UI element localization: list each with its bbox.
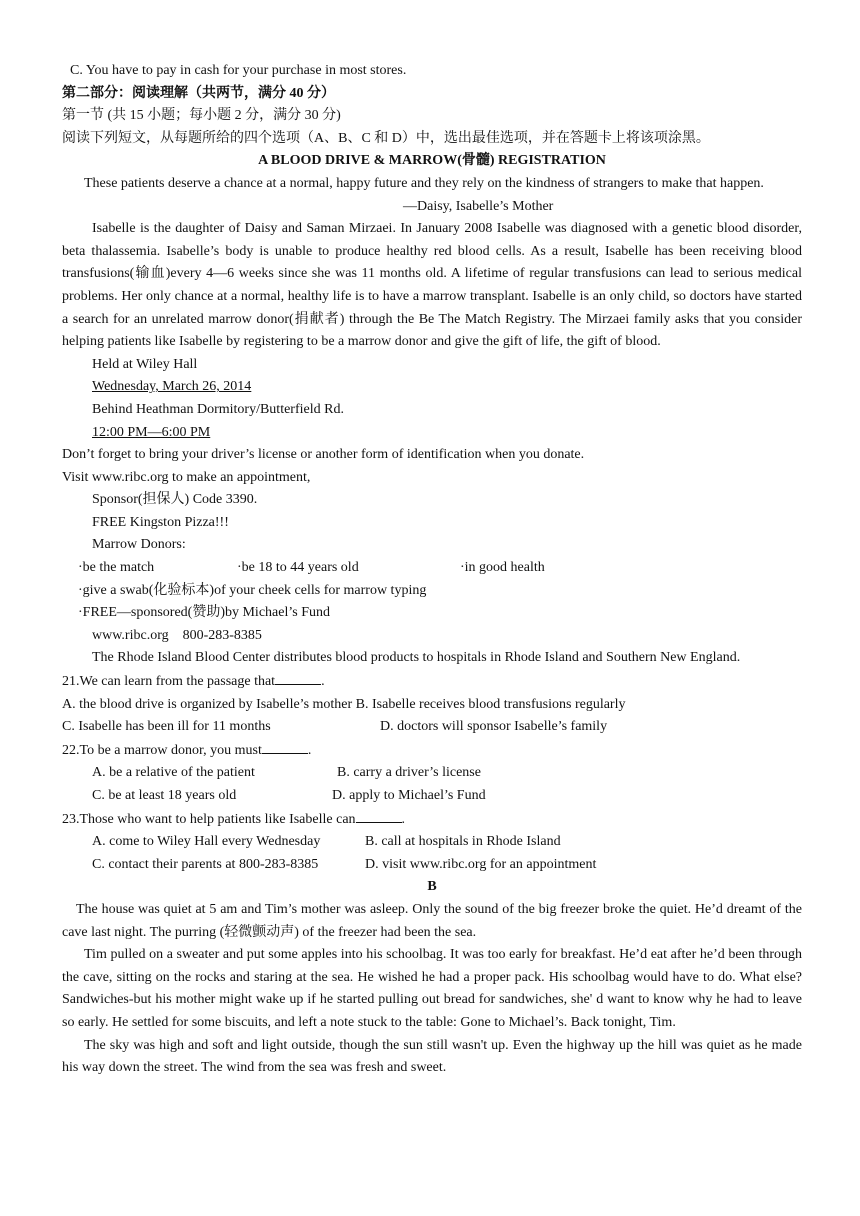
passage-a-title: A BLOOD DRIVE & MARROW(骨髓) REGISTRATION xyxy=(258,153,606,169)
subsection-title: 第一节 (共 15 小题；每小题 2 分，满分 30 分) xyxy=(62,108,341,124)
question-23-option-c: C. contact their parents at 800-283-8385 xyxy=(92,856,319,872)
free-pizza: FREE Kingston Pizza!!! xyxy=(92,514,229,530)
passage-b-paragraph-1: The house was quiet at 5 am and Tim’s mother was asleep. Only the sound of the big freezer broke the quiet. He’d dreamt of the cave last night. The purring (轻微颤动声) of the freezer had been the sea. xyxy=(62,901,802,940)
event-time: 12:00 PM—6:00 PM xyxy=(92,424,211,440)
answer-blank xyxy=(275,670,321,685)
requirement-match: ·be the match xyxy=(78,560,155,576)
previous-option-line: C. You have to pay in cash for your purchase in most stores. xyxy=(70,63,407,78)
question-22-option-b: B. carry a driver’s license xyxy=(337,765,481,781)
sponsor-code: Sponsor(担保人) Code 3390. xyxy=(92,492,258,508)
question-21-option-b: B. Isabelle receives blood transfusions regularly xyxy=(355,696,626,712)
passage-b-paragraph-3: The sky was high and soft and light outside, though the sun still wasn't up. Even the highway up the hill was quiet as he made his way down the street. The wind from the sea was fresh and sweet. xyxy=(62,1037,802,1076)
requirement-health: ·in good health xyxy=(460,560,545,576)
instructions: 阅读下列短文，从每题所给的四个选项（A、B、C 和 D）中，选出最佳选项，并在答题卡上将该项涂黑。 xyxy=(62,130,710,146)
passage-b-heading: B xyxy=(427,879,437,895)
event-location: Behind Heathman Dormitory/Butterfield Rd. xyxy=(92,401,344,417)
question-21-stem: 21.We can learn from the passage that . xyxy=(62,670,802,694)
donors-heading: Marrow Donors: xyxy=(92,537,186,553)
question-21-options-cd xyxy=(62,716,802,739)
question-23-options-ab xyxy=(62,831,802,854)
blood-center-note: The Rhode Island Blood Center distributes blood products to hospitals in Rhode Island and Southern New England. xyxy=(92,650,741,666)
passage-b-paragraph-2: Tim pulled on a sweater and put some apples into his schoolbag. It was too early for breakfast. He’d eat after he’d been through the cave, sitting on the rocks and staring at the sea. He wished he had a proper pack. His schoolbag would have to do. What else? Sandwiches-but his mother might wake up if he started pulling out bread for sandwiches, she' d want to know why he had to leave so early. He settled for some biscuits, and left a note stuck to the table: Gone to Michael’s. Back tonight, Tim. xyxy=(62,947,802,1030)
question-23-option-b: B. call at hospitals in Rhode Island xyxy=(365,834,561,850)
question-22-stem: 22.To be a marrow donor, you must . xyxy=(62,739,802,763)
question-22-option-a: A. be a relative of the patient xyxy=(92,765,255,781)
question-21-options-ab xyxy=(62,694,802,717)
question-22-option-c: C. be at least 18 years old xyxy=(92,788,237,803)
question-23-stem: 23.Those who want to help patients like Isabelle can . xyxy=(62,808,802,832)
answer-blank xyxy=(356,808,402,823)
question-23-option-a: A. come to Wiley Hall every Wednesday xyxy=(92,834,321,850)
appointment-note: Visit www.ribc.org to make an appointment, xyxy=(62,469,311,485)
passage-a-quote-author: —Daisy, Isabelle’s Mother xyxy=(403,198,554,214)
requirement-swab: ·give a swab(化验标本)of your cheek cells for marrow typing xyxy=(78,582,427,598)
question-21-option-d: D. doctors will sponsor Isabelle’s family xyxy=(380,719,608,735)
requirement-age: ·be 18 to 44 years old xyxy=(237,560,359,576)
answer-blank xyxy=(262,739,308,754)
event-venue: Held at Wiley Hall xyxy=(92,356,198,372)
question-21-option-a: A. the blood drive is organized by Isabelle’s mother xyxy=(62,696,353,712)
question-22-options-cd xyxy=(62,785,802,808)
id-reminder: Don’t forget to bring your driver’s license or another form of identification when you donate. xyxy=(62,447,585,463)
question-23-option-d: D. visit www.ribc.org for an appointment xyxy=(365,856,597,872)
passage-a-body: Isabelle is the daughter of Daisy and Saman Mirzaei. In January 2008 Isabelle was diagnosed with a genetic blood disorder, beta thalassemia. Isabelle’s body is unable to produce healthy red blood cells. As a result, Isabelle has been receiving blood transfusions(输血)every 4—6 weeks since she was 11 months old. A lifetime of regular transfusions can lead to serious medical problems. Her only chance at a normal, healthy life is to have a marrow transplant. Isabelle is an only child, so doctors have started a search for an unrelated marrow donor(捐献者) through the Be The Match Registry. The Mirzaei family asks that you consider helping patients like Isabelle by registering to be a marrow donor and give the gift of life, the gift of blood. xyxy=(62,221,802,350)
contact-phone: 800-283-8385 xyxy=(182,627,262,643)
exam-page xyxy=(62,60,802,1080)
question-22-option-d: D. apply to Michael’s Fund xyxy=(332,788,486,803)
donor-requirements-row xyxy=(62,557,802,580)
contact-line xyxy=(62,625,802,648)
section-title: 第二部分：阅读理解（共两节，满分 40 分） xyxy=(62,85,335,101)
question-22-options-ab xyxy=(62,762,802,785)
requirement-free: ·FREE—sponsored(赞助)by Michael’s Fund xyxy=(78,605,330,621)
question-21-option-c: C. Isabelle has been ill for 11 months xyxy=(62,719,271,735)
passage-a-quote: These patients deserve a chance at a normal, happy future and they rely on the kindness of strangers to make that happen. xyxy=(84,175,764,191)
event-date: Wednesday, March 26, 2014 xyxy=(92,379,252,395)
contact-website: www.ribc.org xyxy=(92,627,169,643)
question-23-options-cd xyxy=(62,854,802,877)
